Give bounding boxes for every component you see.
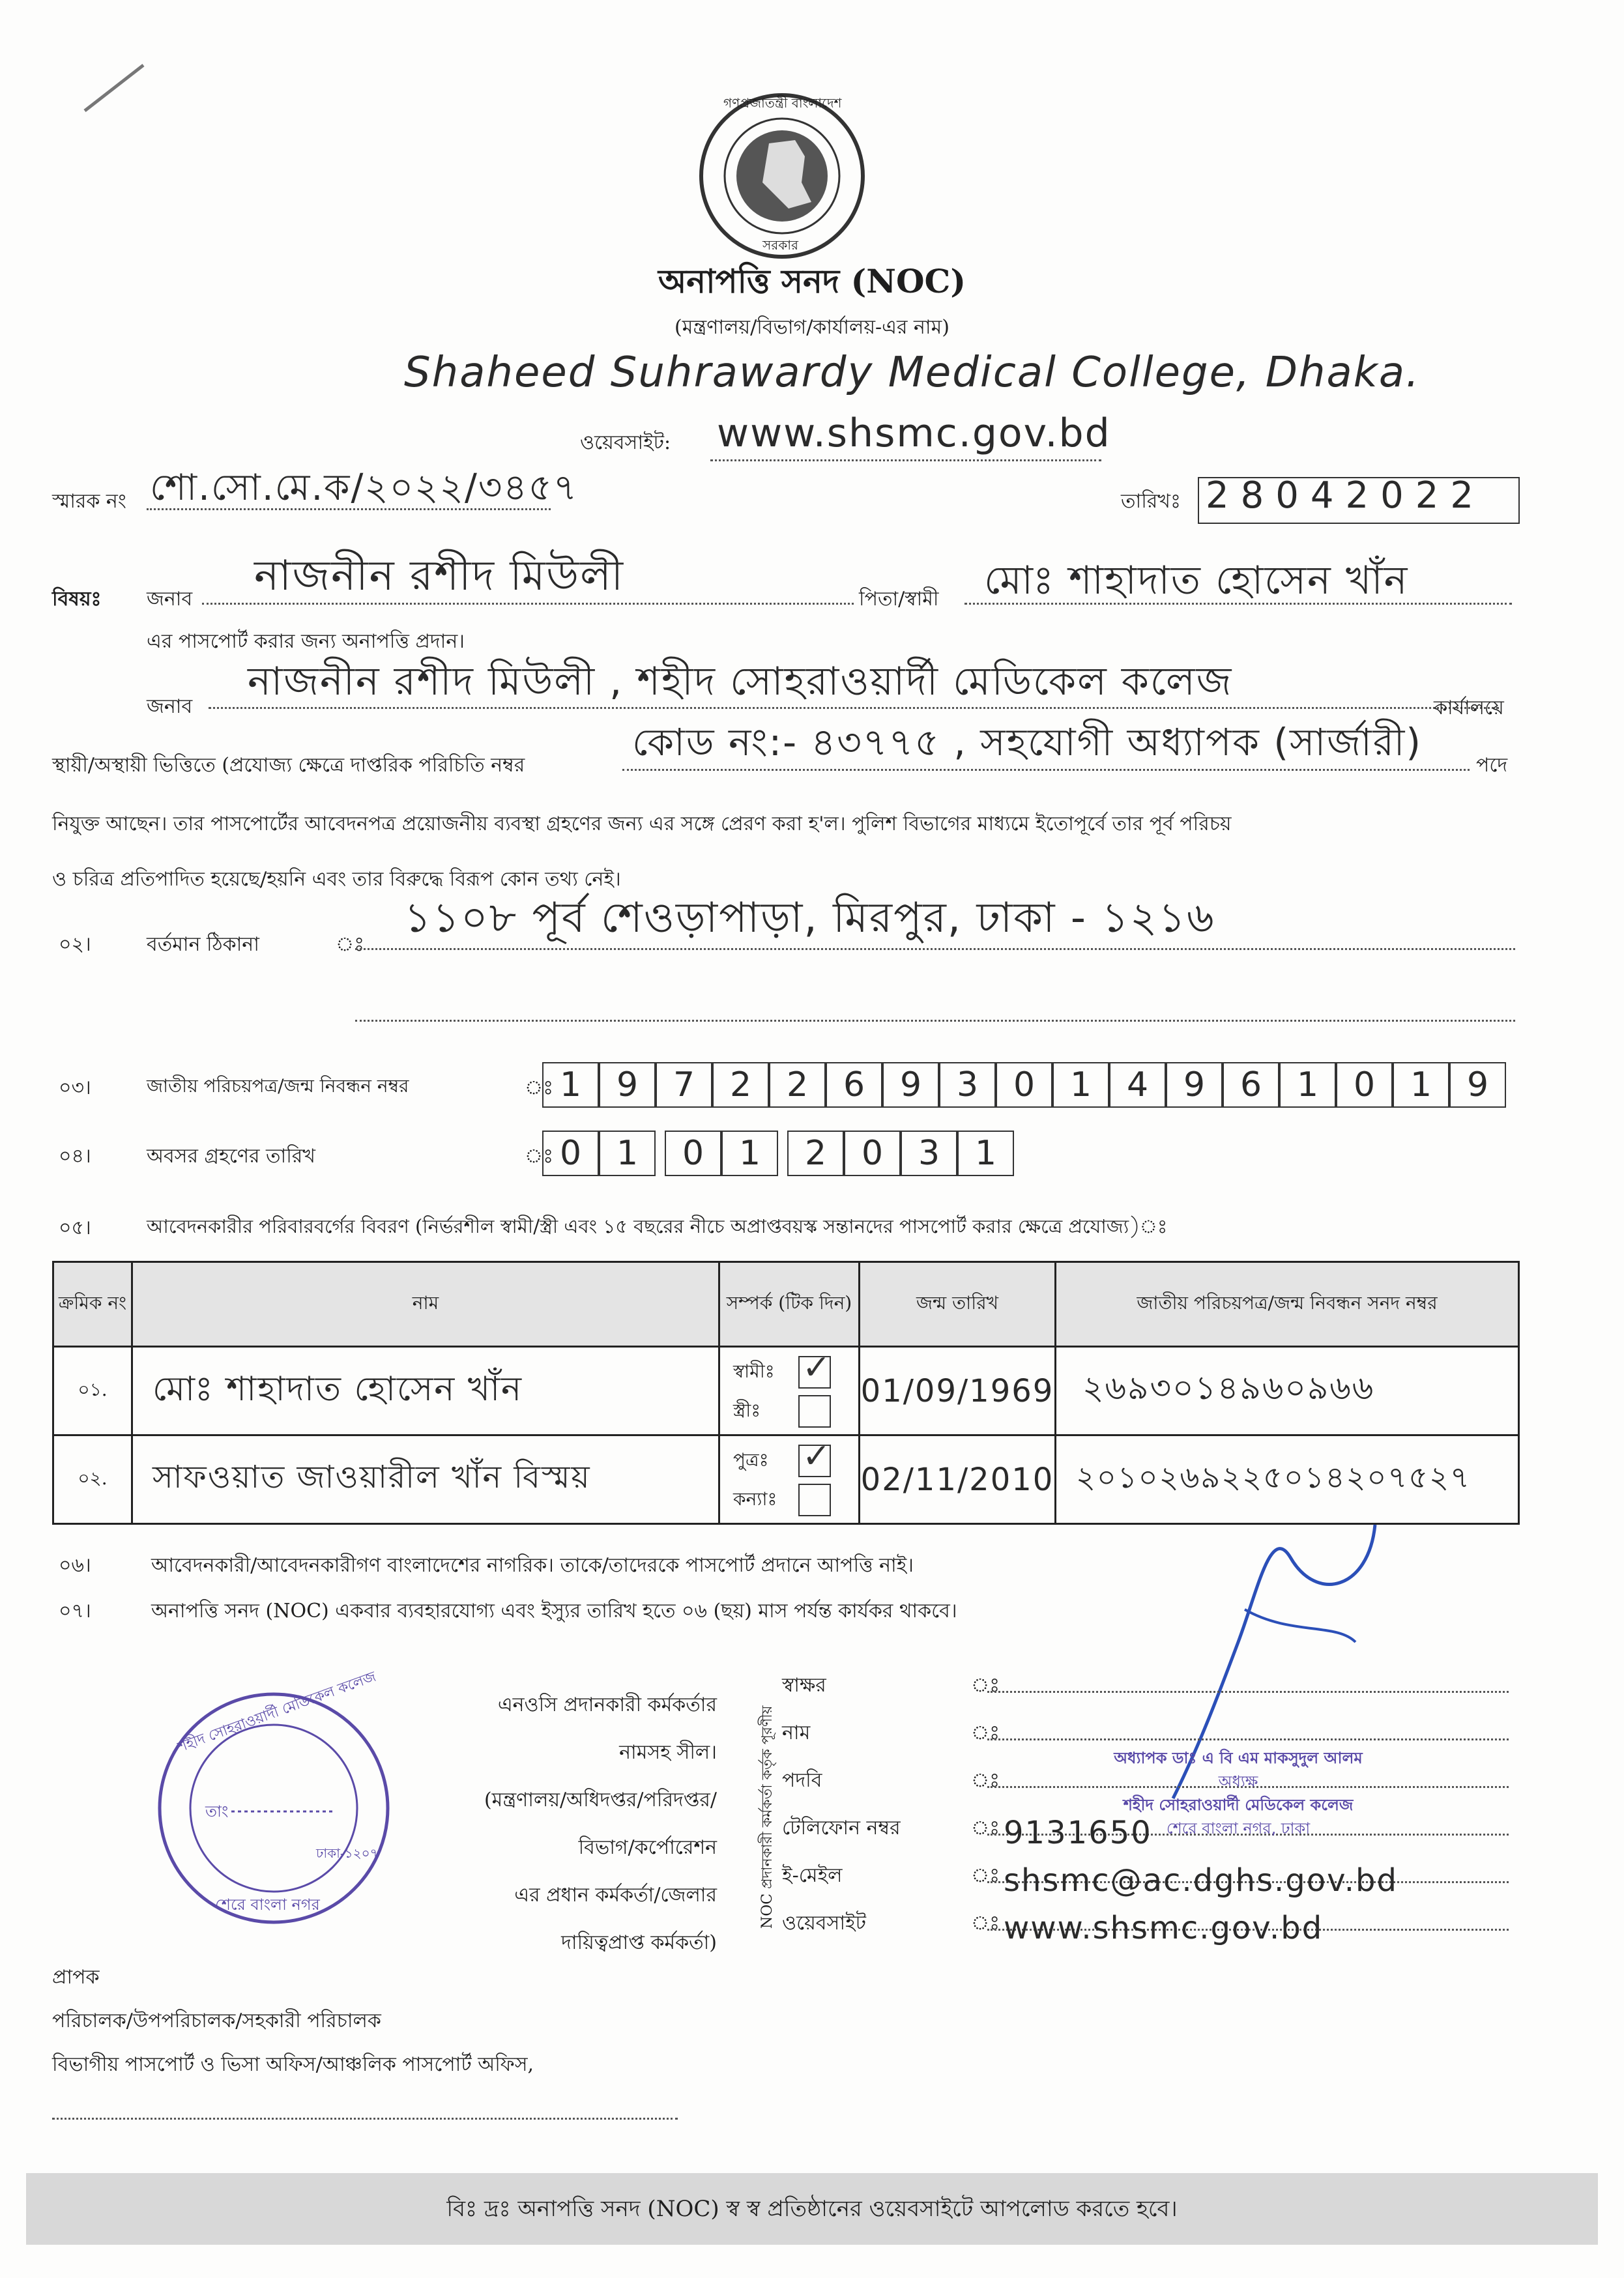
relation-checkbox[interactable] [798, 1395, 831, 1428]
table-row [53, 1347, 1519, 1435]
note-6-number: ০৬। [59, 1554, 91, 1577]
address-colon: ঃ [336, 933, 365, 956]
col-relation: সম্পর্ক (টিক দিন) [719, 1262, 860, 1347]
stamp-ref-text: ঢাকা-১২০৭ [316, 1845, 379, 1861]
ministry-label: (মন্ত্রণালয়/বিভাগ/কার্যালয়-এর নাম) [674, 316, 950, 339]
col-serial: ক্রমিক নং [53, 1262, 132, 1347]
note-7-number: ০৭। [59, 1600, 91, 1622]
date-label: তারিখঃ [1121, 490, 1181, 513]
digit-box: 1 [721, 1131, 778, 1176]
relation-checkbox[interactable] [798, 1437, 831, 1477]
digit-box: 0 [844, 1131, 901, 1176]
stamp-mid-text: তাং [205, 1802, 229, 1821]
check-mark-icon: ✓ [802, 1437, 831, 1476]
retirement-label: অবসর গ্রহণের তারিখ [147, 1145, 315, 1168]
item-2-number: ০২। [59, 933, 91, 956]
digit-box: 1 [1052, 1062, 1109, 1108]
digit-box: 1 [1279, 1062, 1336, 1108]
col-nid: জাতীয় পরিচয়পত্র/জন্ম নিবন্ধন সনদ নম্বর [1056, 1262, 1519, 1347]
officer-stamp: অধ্যাপক ডাঃ এ বি এম মাকসুদুল আলম অধ্যক্ষ শহীদ সোহরাওয়ার্দী মেডিকেল কলেজ শেরে বাংলা নগর, ঢাকা [1114, 1749, 1363, 1838]
digit-box: 9 [1166, 1062, 1223, 1108]
nid-label: জাতীয় পরিচয়পত্র/জন্ম নিবন্ধন নম্বর [147, 1075, 409, 1097]
post-suffix: পদে [1476, 754, 1508, 777]
digit-box: 0 [665, 1131, 721, 1176]
col-dob: জন্ম তারিখ [860, 1262, 1056, 1347]
father-value: মোঃ শাহাদাত হোসেন খাঁন [984, 558, 1409, 603]
digit-box: 9 [599, 1062, 656, 1108]
relation-checkbox[interactable] [798, 1348, 831, 1389]
row-nid: ২০১০২৬৯২২৫০১৪২০৭৫২৭ [1056, 1435, 1519, 1524]
digit-box: 6 [826, 1062, 882, 1108]
relation-checkbox[interactable] [798, 1484, 831, 1516]
retirement-colon: ঃ [525, 1145, 554, 1168]
item-5-number: ০৫। [59, 1217, 91, 1239]
address-value: ১১০৮ পূর্ব শেওড়াপাড়া, মিরপুর, ঢাকা - ১২১৬ [404, 894, 1215, 942]
item-4-number: ০৪। [59, 1145, 91, 1168]
website-value: www.shsmc.gov.bd [717, 411, 1111, 456]
email-value: shsmc@ac.dghs.gov.bd [1004, 1862, 1398, 1899]
issuer-website-value: www.shsmc.gov.bd [1004, 1910, 1324, 1946]
digit-box: 2 [787, 1131, 844, 1176]
note-6-text: আবেদনকারী/আবেদনকারীগণ বাংলাদেশের নাগরিক। তাকে/তাদেরকে পাসপোর্ট প্রদানে আপত্তি নাই। [151, 1554, 914, 1577]
check-mark-icon: ✓ [802, 1348, 831, 1387]
office-suffix: কার্যালয়ে [1434, 697, 1504, 719]
college-round-stamp [153, 1668, 394, 1929]
row-name: মোঃ শাহাদাত হোসেন খাঁন [132, 1347, 719, 1435]
row-dob: 02/11/2010 [860, 1435, 1056, 1524]
designation-value: কোড নং:- ৪৩৭৭৫ , সহযোগী অধ্যাপক (সার্জারী) [632, 720, 1422, 764]
recipient-line1: পরিচালক/উপপরিচালক/সহকারী পরিচালক [52, 2010, 381, 2032]
digit-box: 1 [1393, 1062, 1449, 1108]
row-relation: স্বামীঃ ✓ স্ত্রীঃ [719, 1347, 860, 1435]
body-line3: ও চরিত্র প্রতিপাদিত হয়েছে/হয়নি এবং তার বিরুদ্ধে বিরূপ কোন তথ্য নেই। [52, 868, 621, 891]
nid-colon: ঃ [525, 1076, 554, 1099]
address-label: বর্তমান ঠিকানা [147, 933, 259, 956]
row-serial: ০১. [53, 1347, 132, 1435]
document-title: অনাপত্তি সনদ (NOC) [658, 262, 966, 300]
note-7-text: অনাপত্তি সনদ (NOC) একবার ব্যবহারযোগ্য এবং ইস্যুর তারিখ হতে ০৬ (ছয়) মাস পর্যন্ত কার্যকর থাকবে। [151, 1600, 957, 1622]
memo-label: স্মারক নং [52, 490, 126, 513]
digit-box: 7 [656, 1062, 712, 1108]
row-name: সাফওয়াত জাওয়ারীল খাঁন বিস্ময় [132, 1435, 719, 1524]
subject-name: নাজনীন রশীদ মিউলী [254, 552, 625, 600]
digit-box: 1 [599, 1131, 656, 1176]
government-seal [697, 91, 867, 261]
digit-box: 6 [1223, 1062, 1279, 1108]
subject-purpose: এর পাসপোর্ট করার জন্য অনাপত্তি প্রদান। [147, 630, 465, 653]
digit-box: 9 [1449, 1062, 1506, 1108]
date-value: 28042022 [1206, 474, 1486, 517]
status-text: স্থায়ী/অস্থায়ী ভিত্তিতে (প্রযোজ্য ক্ষেত্রে দাপ্তরিক পরিচিতি নম্বর [52, 754, 525, 777]
digit-box: 1 [542, 1062, 599, 1108]
issuer-vertical-label: NOC প্রদানকারী কর্মকর্তা কর্তৃক পূরণীয় [759, 1705, 776, 1929]
row-nid: ২৬৯৩০১৪৯৬০৯৬৬ [1056, 1347, 1519, 1435]
item-3-number: ০৩। [59, 1076, 91, 1099]
recipient-title: প্রাপক [52, 1966, 100, 1989]
digit-box: 0 [1336, 1062, 1393, 1108]
footer-bar [26, 2173, 1598, 2245]
issuer-colons: ঃ ঃ ঃ ঃ ঃ ঃ [971, 1674, 1000, 1935]
stamp-bottom-text: শেরে বাংলা নগর [215, 1896, 320, 1914]
body-line2: নিযুক্ত আছেন। তার পাসপোর্টের আবেদনপত্র প্রয়োজনীয় ব্যবস্থা গ্রহণের জন্য এর সঙ্গে প্রেরণ করা হ'ল। পুলিশ বিভাগের মাধ্যমে ইতোপূর্বে তার পূর্ব পরিচয় [52, 813, 1232, 835]
subject-janab: জনাব [147, 588, 193, 611]
row-serial: ০২. [53, 1435, 132, 1524]
family-description-label: আবেদনকারীর পরিবারবর্গের বিবরণ (নির্ভরশীল স্বামী/স্ত্রী এবং ১৫ বছরের নীচে অপ্রাপ্তবয়স্ক সন্তানদের পাসপোর্ট করার ক্ষেত্রে প্রযোজ্য)ঃ [147, 1215, 1168, 1237]
phone-value: 9131650 [1004, 1815, 1152, 1851]
subject-label: বিষয়ঃ [52, 588, 102, 611]
row-relation: পুত্রঃ ✓ কন্যাঃ [719, 1435, 860, 1524]
issuer-description: এনওসি প্রদানকারী কর্মকর্তার নামসহ সীল। (মন্ত্রণালয়/অধিদপ্তর/পরিদপ্তর/ বিভাগ/কর্পোরেশন এর প্রধান কর্মকর্তা/জেলার দায়িত্বপ্রাপ্ত কর্মকর্তা) [484, 1694, 717, 1954]
footer-note: বিঃ দ্রঃ অনাপত্তি সনদ (NOC) স্ব স্ব প্রতিষ্ঠানের ওয়েবসাইটে আপলোড করতে হবে। [446, 2196, 1178, 2222]
father-label: পিতা/স্বামী [859, 588, 939, 611]
digit-box: 3 [901, 1131, 957, 1176]
stamp-college-text: শহীদ সোহরাওয়ার্দী মেডিকেল কলেজ [176, 1668, 379, 1756]
digit-box: 0 [542, 1131, 599, 1176]
pin-mark [78, 59, 150, 117]
seal-top-text: গণপ্রজাতন্ত্রী বাংলাদেশ [723, 95, 842, 111]
ministry-name: Shaheed Suhrawardy Medical College, Dhaka. [404, 349, 1421, 397]
website-label: ওয়েবসাইট: [580, 431, 671, 454]
digit-box: 4 [1109, 1062, 1166, 1108]
seal-bottom-text: সরকার [762, 237, 799, 253]
family-table [52, 1261, 1520, 1525]
table-row [53, 1435, 1519, 1524]
memo-value: শো.সো.মে.ক/২০২২/৩৪৫৭ [150, 467, 579, 509]
issuer-field-labels: স্বাক্ষর নাম পদবি টেলিফোন নম্বর ই-মেইল ওয়েবসাইট [782, 1674, 901, 1935]
digit-box: 9 [882, 1062, 939, 1108]
recipient-line2: বিভাগীয় পাসপোর্ট ও ভিসা অফিস/আঞ্চলিক পাসপোর্ট অফিস, [52, 2053, 534, 2076]
digit-box: 2 [769, 1062, 826, 1108]
body-name-office: নাজনীন রশীদ মিউলী , শহীদ সোহরাওয়ার্দী মেডিকেল কলেজ [248, 659, 1233, 704]
digit-box: 2 [712, 1062, 769, 1108]
col-name: নাম [132, 1262, 719, 1347]
row-dob: 01/09/1969 [860, 1347, 1056, 1435]
body-janab: জনাব [147, 695, 193, 718]
digit-box: 1 [957, 1131, 1014, 1176]
digit-box: 3 [939, 1062, 996, 1108]
digit-box: 0 [996, 1062, 1052, 1108]
